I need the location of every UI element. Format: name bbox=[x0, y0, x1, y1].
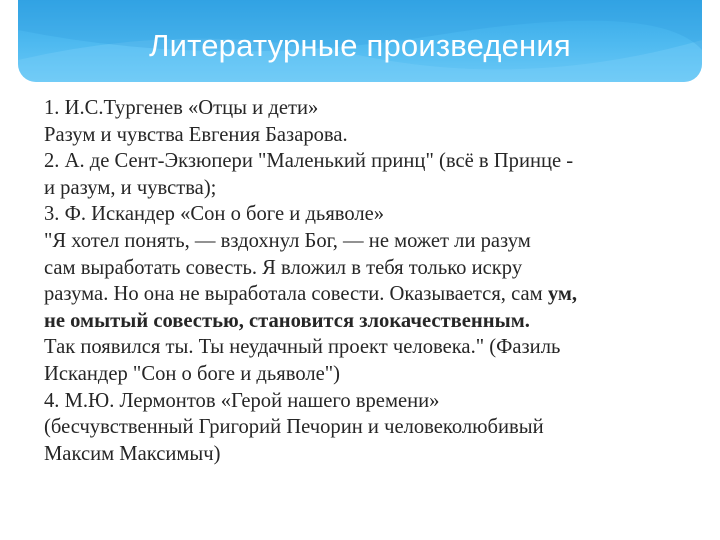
body-line: 2. А. де Сент-Экзюпери "Маленький принц" (всё в Принце - bbox=[44, 150, 574, 173]
emphasis-text: ум, bbox=[547, 283, 578, 306]
body-line: Максим Максимыч) bbox=[44, 442, 221, 465]
body-line: Так появился ты. Ты неудачный проект человека." (Фазиль bbox=[44, 336, 561, 359]
body-line: Разум и чувства Евгения Базарова. bbox=[44, 123, 348, 146]
body-line: и разум, и чувства); bbox=[44, 176, 217, 199]
body-line: сам выработать совесть. Я вложил в тебя только искру bbox=[44, 256, 523, 279]
body-line: 1. И.С.Тургенев «Отцы и дети» bbox=[44, 97, 319, 119]
body-line: "Я хотел понять, — вздохнул Бог, — не может ли разум bbox=[44, 229, 531, 252]
body-text: разума. Но она не выработала совести. Оказывается, сам bbox=[44, 283, 548, 306]
title-banner bbox=[18, 0, 702, 82]
body-line: Искандер "Сон о боге и дьяволе") bbox=[44, 362, 341, 385]
slide-title: Литературные произведения bbox=[149, 28, 571, 63]
slide-body bbox=[44, 95, 684, 467]
body-line: 4. М.Ю. Лермонтов «Герой нашего времени» bbox=[44, 389, 440, 412]
body-line: 3. Ф. Искандер «Сон о боге и дьяволе» bbox=[44, 203, 385, 226]
body-line bbox=[44, 281, 684, 308]
emphasis-line: не омытый совестью, становится злокачественным. bbox=[44, 309, 530, 332]
body-line: (бесчувственный Григорий Печорин и человеколюбивый bbox=[44, 416, 544, 439]
